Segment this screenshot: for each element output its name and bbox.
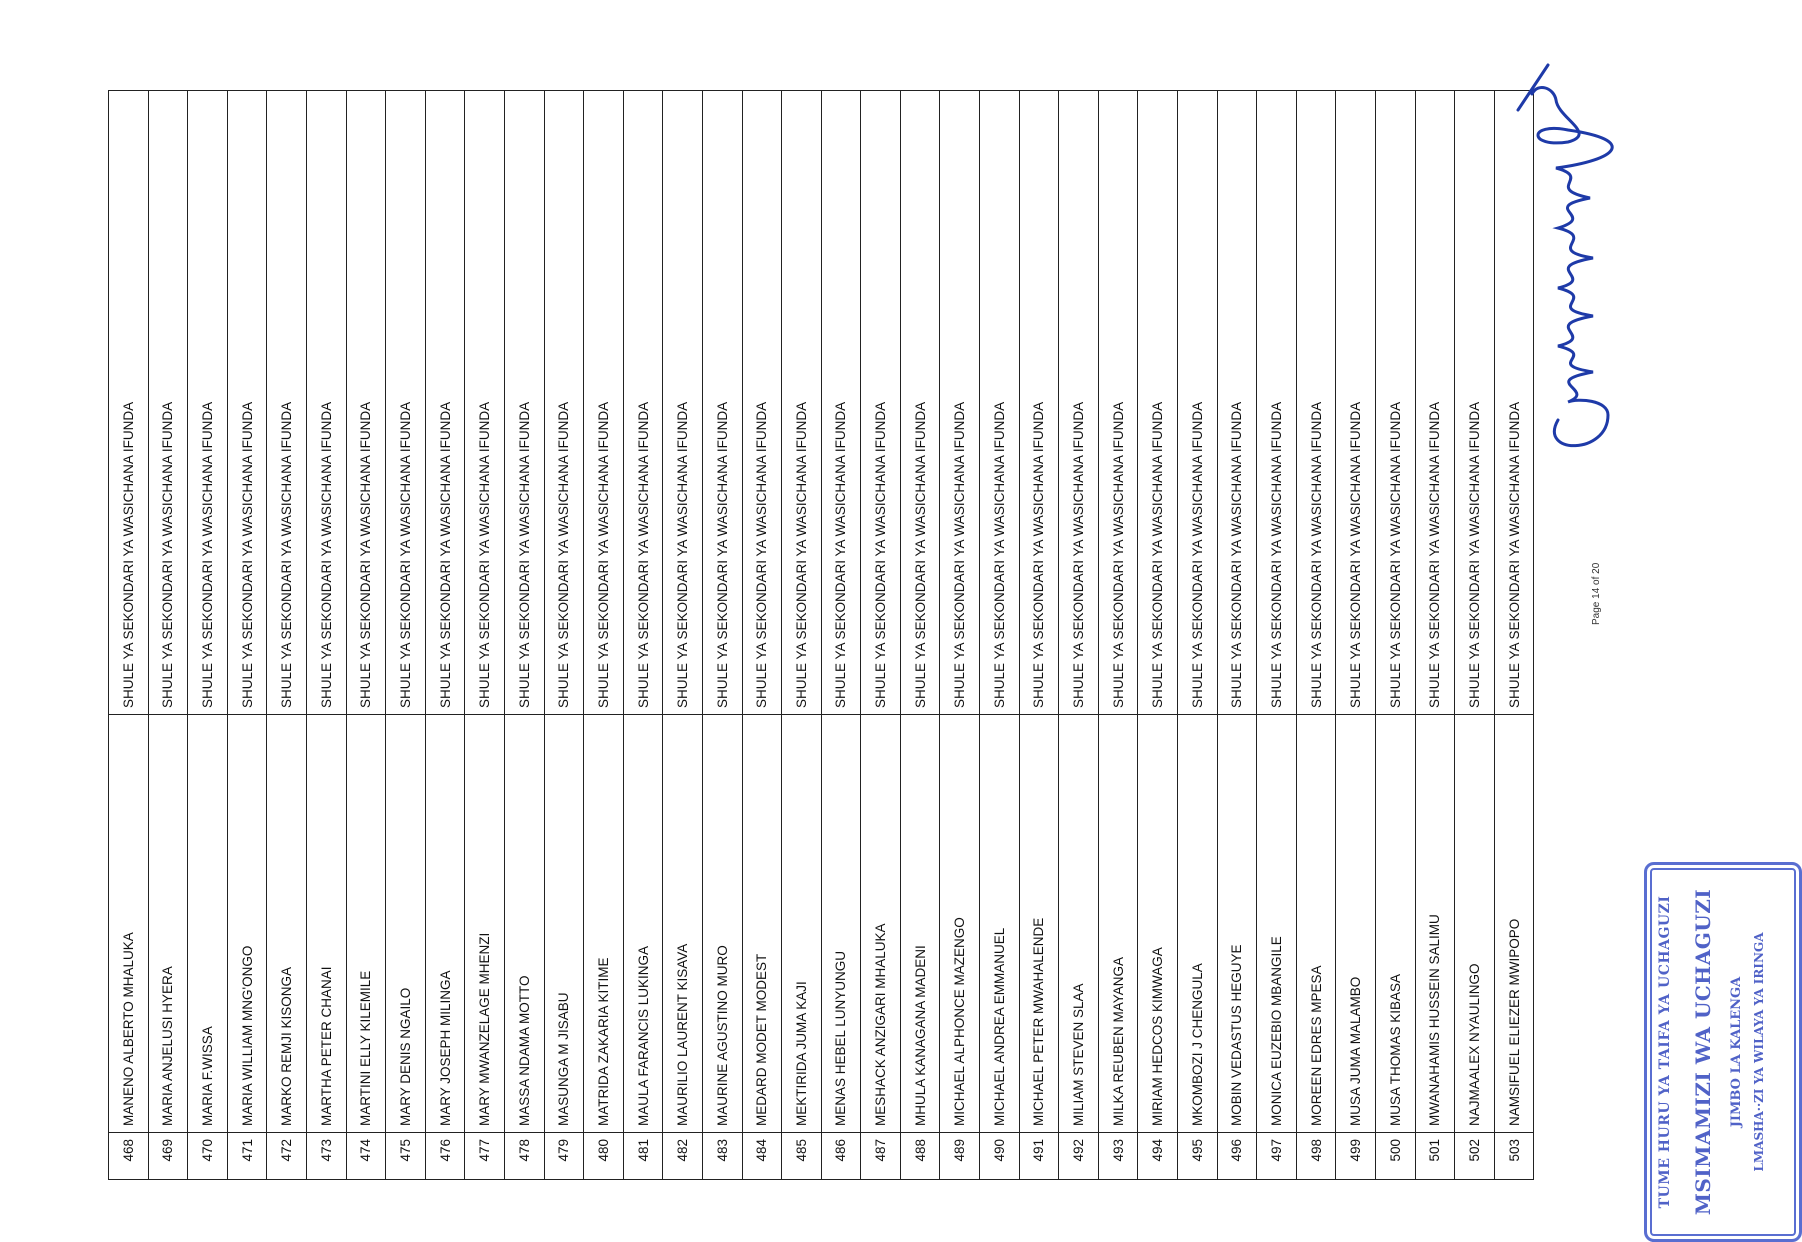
candidate-name: MENAS HEBEL LUNYUNGU (821, 715, 861, 1133)
school-name: SHULE YA SEKONDARI YA WASICHANA IFUNDA (1336, 91, 1376, 715)
row-number: 489 (940, 1133, 980, 1180)
candidate-name: MHULA KANAGANA MADENI (900, 715, 940, 1133)
row-number: 484 (742, 1133, 782, 1180)
table-row (267, 91, 307, 1180)
row-number: 468 (109, 1133, 149, 1180)
table-row (702, 91, 742, 1180)
candidate-name: NAJMAALEX NYAULINGO (1455, 715, 1495, 1133)
school-name: SHULE YA SEKONDARI YA WASICHANA IFUNDA (1178, 91, 1218, 715)
table-row (346, 91, 386, 1180)
candidate-name: MARY DENIS NGAILO (386, 715, 426, 1133)
candidate-name: MAURINE AGUSTINO MURO (702, 715, 742, 1133)
row-number: 471 (227, 1133, 267, 1180)
stamp-line-1: TUME HURU YA TAIFA YA UCHAGUZI (1657, 895, 1673, 1209)
row-number: 497 (1257, 1133, 1297, 1180)
school-name: SHULE YA SEKONDARI YA WASICHANA IFUNDA (1098, 91, 1138, 715)
row-number: 492 (1059, 1133, 1099, 1180)
row-number: 481 (623, 1133, 663, 1180)
table-row (1376, 91, 1416, 1180)
school-name: SHULE YA SEKONDARI YA WASICHANA IFUNDA (742, 91, 782, 715)
row-number: 487 (861, 1133, 901, 1180)
candidate-name: MATRIDA ZAKARIA KITIME (584, 715, 624, 1133)
school-name: SHULE YA SEKONDARI YA WASICHANA IFUNDA (1019, 91, 1059, 715)
school-name: SHULE YA SEKONDARI YA WASICHANA IFUNDA (782, 91, 822, 715)
candidate-name: MESHACK ANZIGARI MHALUKA (861, 715, 901, 1133)
table-row (1336, 91, 1376, 1180)
school-name: SHULE YA SEKONDARI YA WASICHANA IFUNDA (1455, 91, 1495, 715)
school-name: SHULE YA SEKONDARI YA WASICHANA IFUNDA (821, 91, 861, 715)
stamp-line-2: MSIMAMIZI WA UCHAGUZI (1691, 888, 1715, 1216)
row-number: 491 (1019, 1133, 1059, 1180)
candidate-name: MARIA ANJELUSI HYERA (148, 715, 188, 1133)
candidate-name: MAULA FARANCIS LUKINGA (623, 715, 663, 1133)
candidate-name: MILKA REUBEN MAYANGA (1098, 715, 1138, 1133)
candidate-name: MUSA JUMA MALAMBO (1336, 715, 1376, 1133)
row-number: 499 (1336, 1133, 1376, 1180)
table-row (109, 91, 149, 1180)
table-row (425, 91, 465, 1180)
candidate-name: MIRIAM HEDCOS KIMWAGA (1138, 715, 1178, 1133)
candidate-name: MOREEN EDRES MPESA (1296, 715, 1336, 1133)
school-name: SHULE YA SEKONDARI YA WASICHANA IFUNDA (1494, 91, 1534, 715)
school-name: SHULE YA SEKONDARI YA WASICHANA IFUNDA (1376, 91, 1416, 715)
row-number: 486 (821, 1133, 861, 1180)
school-name: SHULE YA SEKONDARI YA WASICHANA IFUNDA (980, 91, 1020, 715)
stamp-line-4: LMASHA··ZI YA WILAYA YA IRINGA (1752, 932, 1766, 1172)
school-name: SHULE YA SEKONDARI YA WASICHANA IFUNDA (109, 91, 149, 715)
candidate-name: MEDARD MODET MODEST (742, 715, 782, 1133)
row-number: 495 (1178, 1133, 1218, 1180)
handwritten-signature (1498, 40, 1648, 460)
candidate-name: MAURILIO LAURENT KISAVA (663, 715, 703, 1133)
candidate-name: MICHAEL ANDREA EMMANUEL (980, 715, 1020, 1133)
school-name: SHULE YA SEKONDARI YA WASICHANA IFUNDA (1296, 91, 1336, 715)
school-name: SHULE YA SEKONDARI YA WASICHANA IFUNDA (306, 91, 346, 715)
table-row (306, 91, 346, 1180)
table-row (1178, 91, 1218, 1180)
row-number: 472 (267, 1133, 307, 1180)
page-number: Page 14 of 20 (1591, 562, 1602, 625)
row-number: 469 (148, 1133, 188, 1180)
row-number: 493 (1098, 1133, 1138, 1180)
rotated-page-content (108, 0, 1766, 1216)
school-name: SHULE YA SEKONDARI YA WASICHANA IFUNDA (504, 91, 544, 715)
table-row (188, 91, 228, 1180)
table-row (623, 91, 663, 1180)
row-number: 503 (1494, 1133, 1534, 1180)
row-number: 500 (1376, 1133, 1416, 1180)
table-row (1257, 91, 1297, 1180)
table-row (544, 91, 584, 1180)
table-row (940, 91, 980, 1180)
school-name: SHULE YA SEKONDARI YA WASICHANA IFUNDA (148, 91, 188, 715)
row-number: 488 (900, 1133, 940, 1180)
table-row (861, 91, 901, 1180)
candidate-name: MARTINI ELLY KILEMILE (346, 715, 386, 1133)
row-number: 480 (584, 1133, 624, 1180)
table-row (1455, 91, 1495, 1180)
row-number: 494 (1138, 1133, 1178, 1180)
signature-icon (1498, 40, 1648, 460)
table-row (1098, 91, 1138, 1180)
row-number: 483 (702, 1133, 742, 1180)
candidate-name: MARIA WILLIAM MNG'ONGO (227, 715, 267, 1133)
row-number: 502 (1455, 1133, 1495, 1180)
table-row (386, 91, 426, 1180)
school-name: SHULE YA SEKONDARI YA WASICHANA IFUNDA (1415, 91, 1455, 715)
candidate-name: MEKTIRIDA JUMA KAJI (782, 715, 822, 1133)
roster-body (109, 91, 1534, 1180)
school-name: SHULE YA SEKONDARI YA WASICHANA IFUNDA (267, 91, 307, 715)
school-name: SHULE YA SEKONDARI YA WASICHANA IFUNDA (702, 91, 742, 715)
school-name: SHULE YA SEKONDARI YA WASICHANA IFUNDA (544, 91, 584, 715)
table-row (821, 91, 861, 1180)
table-row (504, 91, 544, 1180)
candidate-name: MASUNGA M JISABU (544, 715, 584, 1133)
school-name: SHULE YA SEKONDARI YA WASICHANA IFUNDA (1257, 91, 1297, 715)
school-name: SHULE YA SEKONDARI YA WASICHANA IFUNDA (940, 91, 980, 715)
candidate-name: MASSA NDAMA MOTTO (504, 715, 544, 1133)
row-number: 474 (346, 1133, 386, 1180)
row-number: 498 (1296, 1133, 1336, 1180)
school-name: SHULE YA SEKONDARI YA WASICHANA IFUNDA (584, 91, 624, 715)
row-number: 490 (980, 1133, 1020, 1180)
candidate-name: MONICA EUZEBIO MBANGILE (1257, 715, 1297, 1133)
candidate-name: MARKO REMJI KISONGA (267, 715, 307, 1133)
school-name: SHULE YA SEKONDARI YA WASICHANA IFUNDA (1059, 91, 1099, 715)
stamp-line-3: JIMBO LA KALENGA (1729, 976, 1744, 1128)
row-number: 479 (544, 1133, 584, 1180)
candidate-name: MICHAEL PETER MWAHALENDE (1019, 715, 1059, 1133)
candidate-name: MKOMBOZI J CHENGULA (1178, 715, 1218, 1133)
table-row (465, 91, 505, 1180)
table-row (227, 91, 267, 1180)
school-name: SHULE YA SEKONDARI YA WASICHANA IFUNDA (386, 91, 426, 715)
school-name: SHULE YA SEKONDARI YA WASICHANA IFUNDA (227, 91, 267, 715)
row-number: 478 (504, 1133, 544, 1180)
row-number: 501 (1415, 1133, 1455, 1180)
school-name: SHULE YA SEKONDARI YA WASICHANA IFUNDA (346, 91, 386, 715)
table-row (980, 91, 1020, 1180)
candidate-name: NAMSIFUEL ELIEZER MWIPOPO (1494, 715, 1534, 1133)
candidate-name: MARY JOSEPH MILINGA (425, 715, 465, 1133)
table-row (900, 91, 940, 1180)
official-stamp (1644, 862, 1802, 1242)
school-name: SHULE YA SEKONDARI YA WASICHANA IFUNDA (900, 91, 940, 715)
school-name: SHULE YA SEKONDARI YA WASICHANA IFUNDA (663, 91, 703, 715)
candidate-name: MILIAM STEVEN SLAA (1059, 715, 1099, 1133)
table-row (742, 91, 782, 1180)
table-row (782, 91, 822, 1180)
school-name: SHULE YA SEKONDARI YA WASICHANA IFUNDA (425, 91, 465, 715)
table-row (584, 91, 624, 1180)
voter-roster-table (108, 90, 1534, 1180)
school-name: SHULE YA SEKONDARI YA WASICHANA IFUNDA (1217, 91, 1257, 715)
candidate-name: MOBIN VEDASTUS HEGUYE (1217, 715, 1257, 1133)
school-name: SHULE YA SEKONDARI YA WASICHANA IFUNDA (1138, 91, 1178, 715)
table-row (1019, 91, 1059, 1180)
table-row (1415, 91, 1455, 1180)
table-row (1059, 91, 1099, 1180)
candidate-name: MUSA THOMAS KIBASA (1376, 715, 1416, 1133)
candidate-name: MARY MWANZELAGE MHENZI (465, 715, 505, 1133)
school-name: SHULE YA SEKONDARI YA WASICHANA IFUNDA (623, 91, 663, 715)
row-number: 476 (425, 1133, 465, 1180)
candidate-name: MANENO ALBERTO MHALUKA (109, 715, 149, 1133)
table-row (663, 91, 703, 1180)
candidate-name: MARTHA PETER CHANAI (306, 715, 346, 1133)
school-name: SHULE YA SEKONDARI YA WASICHANA IFUNDA (188, 91, 228, 715)
row-number: 496 (1217, 1133, 1257, 1180)
row-number: 485 (782, 1133, 822, 1180)
table-row (148, 91, 188, 1180)
table-row (1138, 91, 1178, 1180)
candidate-name: MWANAHAMIS HUSSEIN SALIMU (1415, 715, 1455, 1133)
row-number: 482 (663, 1133, 703, 1180)
school-name: SHULE YA SEKONDARI YA WASICHANA IFUNDA (465, 91, 505, 715)
row-number: 470 (188, 1133, 228, 1180)
table-row (1217, 91, 1257, 1180)
row-number: 473 (306, 1133, 346, 1180)
candidate-name: MARIA F.WISSA (188, 715, 228, 1133)
row-number: 475 (386, 1133, 426, 1180)
candidate-name: MICHAEL ALPHONCE MAZENGO (940, 715, 980, 1133)
table-row (1296, 91, 1336, 1180)
school-name: SHULE YA SEKONDARI YA WASICHANA IFUNDA (861, 91, 901, 715)
row-number: 477 (465, 1133, 505, 1180)
